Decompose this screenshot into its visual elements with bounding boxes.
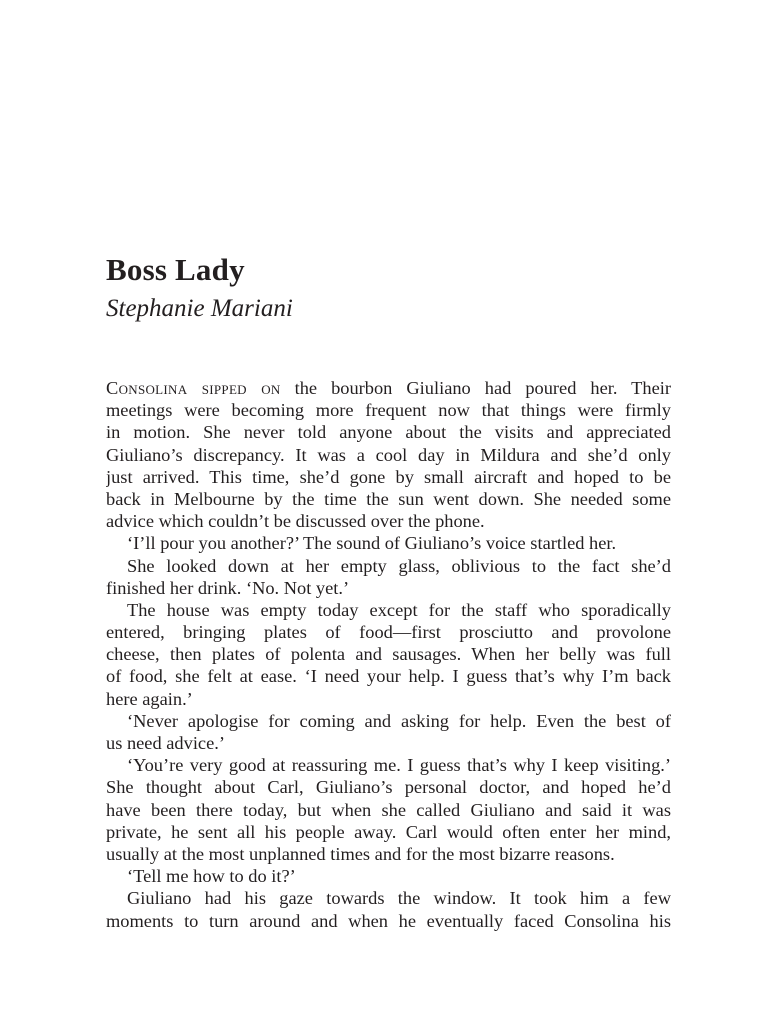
text-line-content: the bourbon Giuliano had poured her. Their: [280, 378, 671, 398]
text-line-content: Giuliano had his gaze towards the window. It took him a few: [127, 888, 671, 909]
text-line-content: ‘Tell me how to do it?’: [127, 866, 296, 887]
text-line-content: private, he sent all his people away. Carl would often enter her mind,: [106, 821, 671, 842]
text-line-content: usually at the most unplanned times and for the most bizarre reasons.: [106, 843, 615, 864]
text-line: [106, 910, 671, 932]
text-line-content: moments to turn around and when he eventually faced Consolina his: [106, 910, 671, 931]
text-line-content: ‘I’ll pour you another?’ The sound of Giuliano’s voice startled her.: [127, 533, 617, 554]
text-line: [106, 399, 671, 421]
text-line-content: cheese, then plates of polenta and sausages. When her belly was full: [106, 644, 671, 665]
text-line: [106, 555, 671, 577]
text-line-content: in motion. She never told anyone about the visits and appreciated: [106, 422, 671, 443]
text-line: [106, 444, 671, 466]
text-line-content: The house was empty today except for the staff who sporadically: [127, 599, 671, 620]
text-line: [106, 865, 671, 887]
text-line: [106, 466, 671, 488]
text-line: [106, 421, 671, 443]
text-line: [106, 665, 671, 687]
text-line: [106, 688, 671, 710]
text-line-content: She thought about Carl, Giuliano’s personal doctor, and hoped he’d: [106, 777, 671, 798]
text-line-content: have been there today, but when she called Giuliano and said it was: [106, 799, 671, 820]
text-line: [106, 643, 671, 665]
text-line: [106, 532, 671, 554]
text-line: [106, 510, 671, 532]
text-line: [106, 799, 671, 821]
text-line-content: finished her drink. ‘No. Not yet.’: [106, 577, 350, 598]
text-line-content: advice which couldn’t be discussed over the phone.: [106, 511, 485, 532]
text-line-content: ‘You’re very good at reassuring me. I guess that’s why I keep visiting.’: [127, 755, 671, 776]
text-line-content: entered, bringing plates of food—first prosciutto and provolone: [106, 622, 671, 643]
text-line-content: here again.’: [106, 688, 193, 709]
story-title: Boss Lady: [106, 252, 245, 287]
text-line: [106, 710, 671, 732]
text-line: [106, 577, 671, 599]
text-line-content: back in Melbourne by the time the sun went down. She needed some: [106, 488, 671, 509]
text-line-content: She looked down at her empty glass, oblivious to the fact she’d: [127, 555, 671, 576]
opening-small-caps: Consolina sipped on: [106, 378, 281, 398]
story-author: Stephanie Mariani: [106, 295, 293, 322]
text-line-content: of food, she felt at ease. ‘I need your help. I guess that’s why I’m back: [106, 666, 671, 687]
text-line: [106, 887, 671, 909]
text-line: [106, 843, 671, 865]
text-line-content: us need advice.’: [106, 733, 225, 753]
text-line: [106, 732, 671, 754]
text-line: [106, 754, 671, 776]
text-line: [106, 377, 671, 399]
text-line: [106, 621, 671, 643]
text-line-content: just arrived. This time, she’d gone by small aircraft and hoped to be: [106, 466, 671, 487]
text-line: [106, 776, 671, 798]
text-line-content: ‘Never apologise for coming and asking for help. Even the best of: [127, 710, 671, 731]
text-line: [106, 599, 671, 621]
text-line-content: Giuliano’s discrepancy. It was a cool day in Mildura and she’d only: [106, 444, 671, 465]
text-line-content: meetings were becoming more frequent now that things were firmly: [106, 400, 671, 421]
text-line: [106, 488, 671, 510]
story-body: [106, 377, 671, 932]
text-line: [106, 821, 671, 843]
